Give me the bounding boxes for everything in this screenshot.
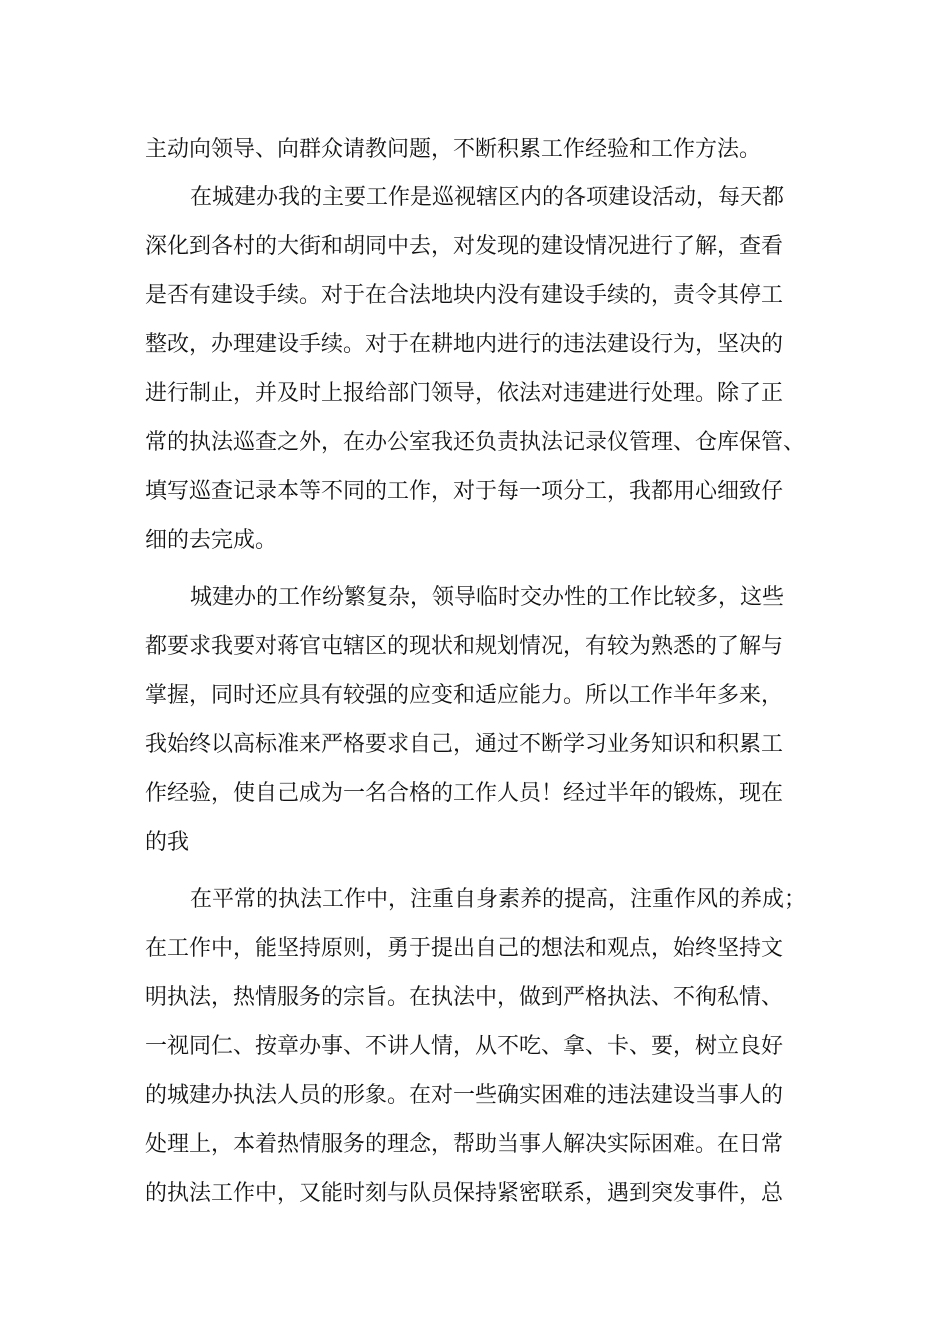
text-line: 深化到各村的大街和胡同中去，对发现的建设情况进行了解，查看 [145,234,784,259]
text-line: 我始终以高标准来严格要求自己，通过不断学习业务知识和积累工 [145,732,784,757]
paragraph-start-line: 在城建办我的主要工作是巡视辖区内的各项建设活动，每天都 [190,185,785,210]
text-line: 都要求我要对蒋官屯辖区的现状和规划情况，有较为熟悉的了解与 [145,634,784,659]
text-line: 常的执法巡查之外，在办公室我还负责执法记录仪管理、仓库保管、 [145,430,806,455]
text-line: 掌握，同时还应具有较强的应变和适应能力。所以工作半年多来， [145,683,784,708]
text-line: 在工作中，能坚持原则，勇于提出自己的想法和观点，始终坚持文 [145,936,784,961]
paragraph-start-line: 在平常的执法工作中，注重自身素养的提高，注重作风的养成； [190,887,807,912]
text-line: 进行制止，并及时上报给部门领导，依法对违建进行处理。除了正 [145,381,784,406]
text-line: 明执法，热情服务的宗旨。在执法中，做到严格执法、不徇私情、 [145,985,784,1010]
text-line: 处理上，本着热情服务的理念，帮助当事人解决实际困难。在日常 [145,1132,784,1157]
text-line: 是否有建设手续。对于在合法地块内没有建设手续的，责令其停工 [145,283,784,308]
text-line: 整改，办理建设手续。对于在耕地内进行的违法建设行为，坚决的 [145,332,784,357]
text-line: 填写巡查记录本等不同的工作，对于每一项分工，我都用心细致仔 [145,479,784,504]
paragraph-start-line: 城建办的工作纷繁复杂，领导临时交办性的工作比较多，这些 [190,585,785,610]
text-line: 一视同仁、按章办事、不讲人情，从不吃、拿、卡、要，树立良好 [145,1034,784,1059]
text-line: 的执法工作中，又能时刻与队员保持紧密联系，遇到突发事件，总 [145,1181,784,1206]
text-line: 的我 [145,830,190,855]
text-line: 的城建办执法人员的形象。在对一些确实困难的违法建设当事人的 [145,1083,784,1108]
text-line: 细的去完成。 [145,528,278,553]
text-line: 作经验，使自己成为一名合格的工作人员！经过半年的锻炼，现在 [145,781,784,806]
text-line: 主动向领导、向群众请教问题，不断积累工作经验和工作方法。 [145,137,762,162]
